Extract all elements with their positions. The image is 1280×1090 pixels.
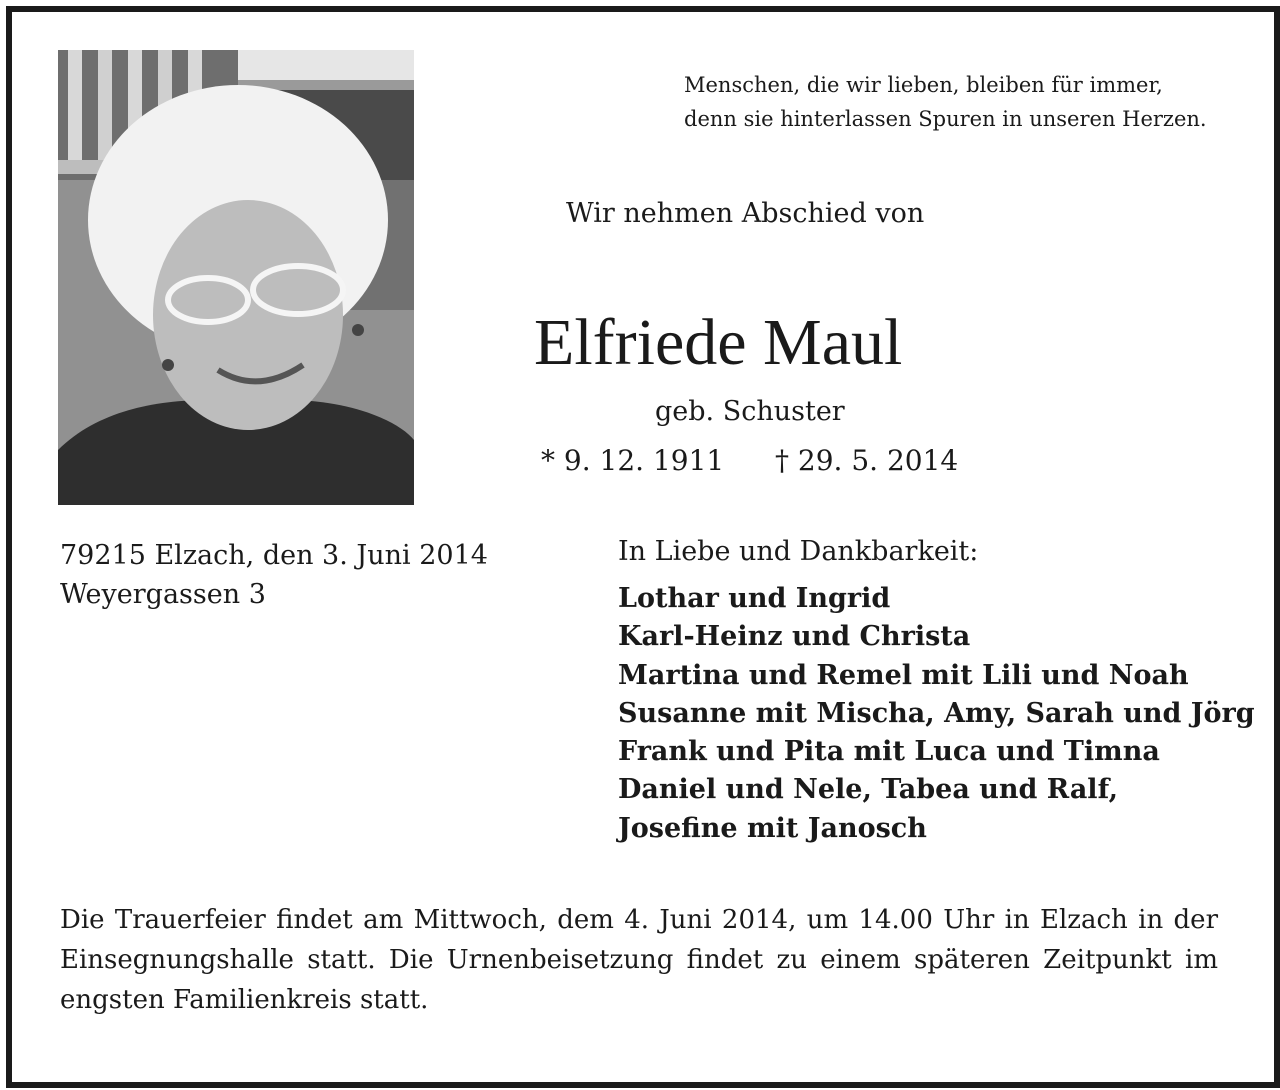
death-date: † 29. 5. 2014 — [775, 444, 959, 477]
street-address: Weyergassen 3 — [60, 579, 266, 610]
memorial-quote — [684, 68, 1244, 136]
list-item: Lothar und Ingrid — [618, 583, 891, 614]
quote-line-2: denn sie hinterlassen Spuren in unseren Herzen. — [684, 107, 1207, 131]
city-date: 79215 Elzach, den 3. Juni 2014 — [60, 540, 488, 571]
list-item: Martina und Remel mit Lili und Noah — [618, 659, 1189, 691]
birth-date: * 9. 12. 1911 — [541, 444, 725, 477]
deceased-name: Elfriede Maul — [534, 306, 903, 379]
portrait-photo — [58, 50, 414, 505]
mourners-heading: In Liebe und Dankbarkeit: — [618, 536, 979, 567]
place-and-date — [60, 536, 488, 614]
list-item: Daniel und Nele, Tabea und Ralf, — [618, 774, 1118, 806]
quote-line-1: Menschen, die wir lieben, bleiben für immer, — [684, 73, 1163, 97]
list-item: Josefine mit Janosch — [618, 812, 927, 844]
maiden-name: geb. Schuster — [655, 396, 845, 427]
ceremony-details: Die Trauerfeier findet am Mittwoch, dem 4. Juni 2014, um 14.00 Uhr in Elzach in der Einsegnungshalle statt. Die Urnenbeisetzung findet zu einem späteren Zeitpunkt im engsten Familienkreis statt. — [60, 905, 1218, 1015]
list-item: Karl-Heinz und Christa — [618, 621, 971, 653]
farewell-intro: Wir nehmen Abschied von — [566, 198, 925, 229]
mourners-list — [618, 580, 1255, 848]
list-item: Frank und Pita mit Luca und Timna — [618, 736, 1160, 768]
list-item: Susanne mit Mischa, Amy, Sarah und Jörg — [618, 697, 1255, 729]
